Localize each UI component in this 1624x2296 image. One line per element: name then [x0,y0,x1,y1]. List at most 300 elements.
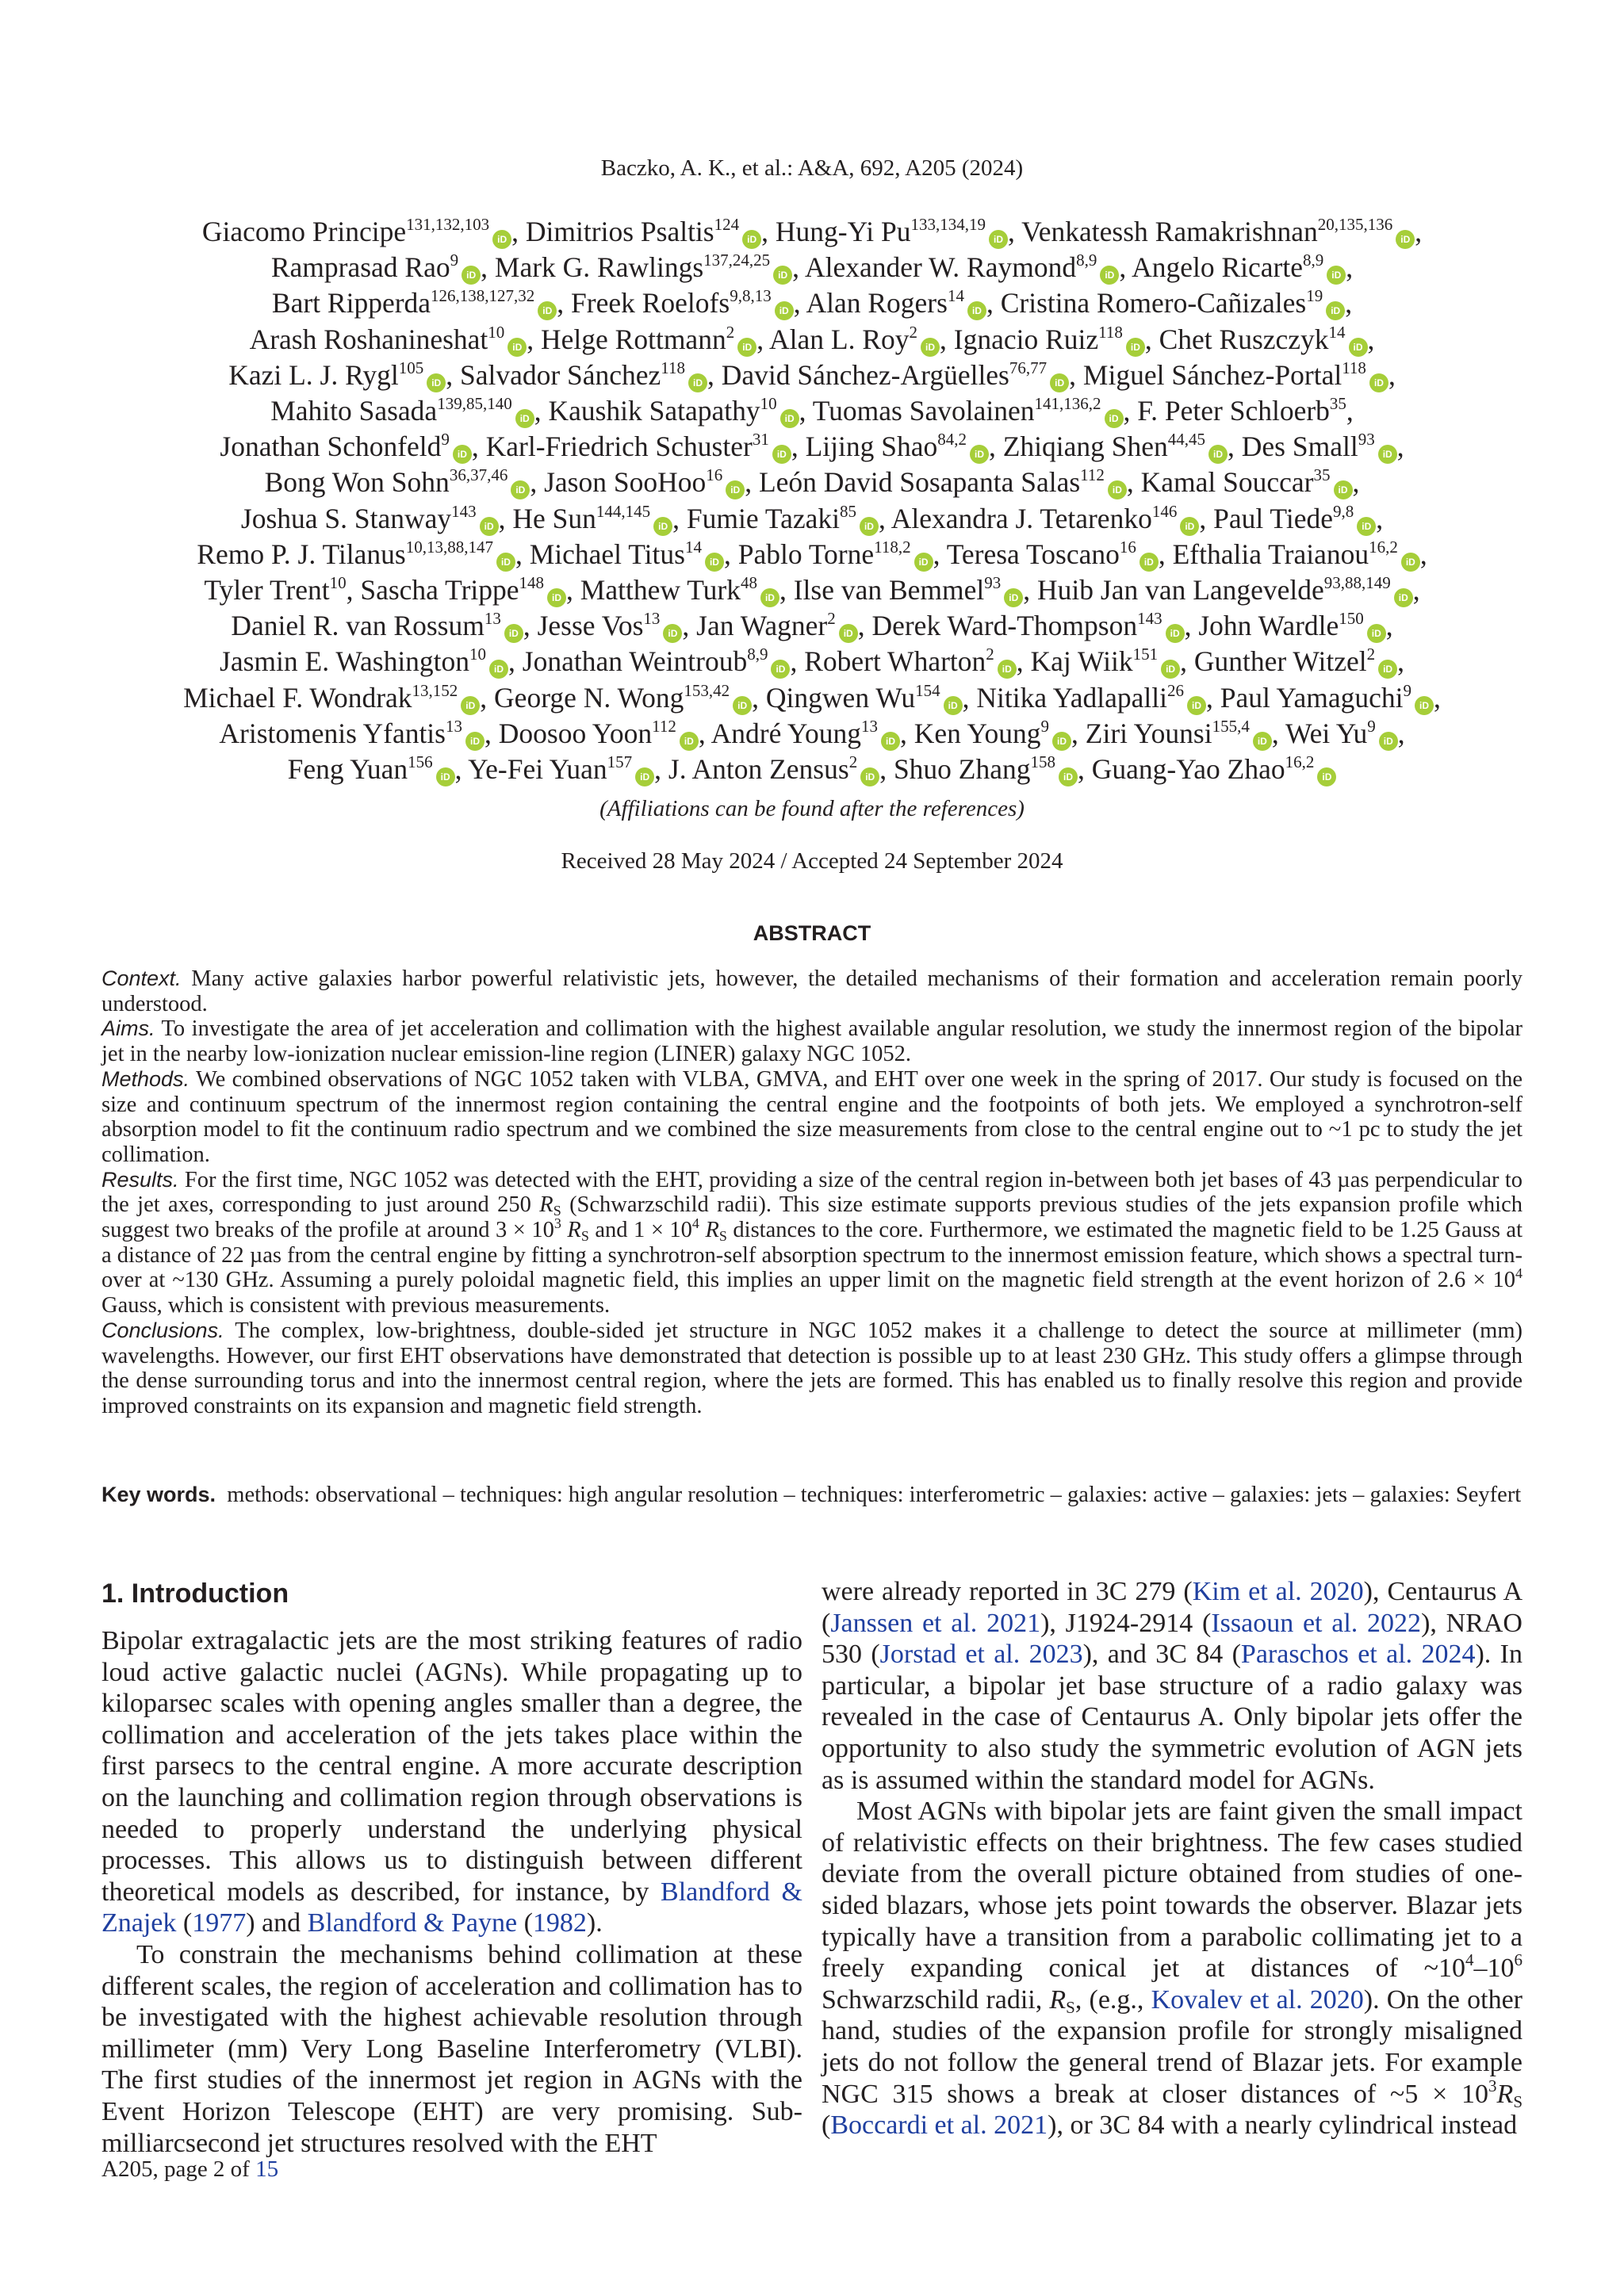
author-affiliation-numbers: 148 [519,573,545,593]
author-affiliation-numbers: 146 [1151,501,1178,521]
author-name: Guang-Yao Zhao [1091,753,1285,786]
author-name: Alan L. Roy [769,323,910,355]
abstract-context-text: Many active galaxies harbor powerful relativistic jets, however, the detailed mechanisms of their formation and acceleration remain poorly understood. [102,966,1522,1016]
author-name: Shuo Zhang [893,753,1031,786]
author-line: Kazi L. J. Rygl$^{105}$iD , Salvador Sánchez$^{118}$iD , David Sánchez-Argüelles$^{76,77}$iD , Miguel Sánchez-Portal$^{118}$iD , [228,358,1396,391]
orcid-icon[interactable]: iD [508,338,527,357]
orcid-icon[interactable]: iD [1208,445,1228,464]
rs-subscript: S [1513,2091,1522,2111]
author-name: Huib Jan van Langevelde [1037,574,1324,607]
author-name: George N. Wong [494,681,684,714]
orcid-icon[interactable]: iD [1253,732,1272,751]
orcid-icon[interactable]: iD [726,480,745,499]
orcid-icon[interactable]: iD [860,767,879,786]
orcid-icon[interactable]: iD [461,696,480,715]
author-name: John Wardle [1198,610,1339,642]
orcid-icon[interactable]: iD [1378,660,1397,679]
citation-blandford-payne[interactable]: Blandford & Payne [307,1908,518,1938]
author-affiliation-numbers: 9 [450,251,459,270]
author-affiliation-numbers: 112 [652,716,676,736]
citation-janssen-2021[interactable]: Janssen et al. 2021 [830,1608,1041,1638]
author-affiliation-numbers: 157 [607,752,633,772]
intro-text: ), NRAO 530 ( [822,1608,1522,1670]
author-name: Wei Yu [1285,717,1368,749]
author-affiliation-numbers: 13 [860,716,878,736]
author-affiliation-numbers: 35 [1329,394,1346,414]
author-affiliation-numbers: 151 [1132,645,1159,664]
orcid-icon[interactable]: iD [967,301,986,320]
author-affiliation-numbers: 133,134,19 [910,215,986,234]
author-affiliation-numbers: 112 [1080,465,1105,485]
author-affiliation-numbers: 9 [1367,716,1376,736]
orcid-icon[interactable]: iD [489,660,508,679]
keywords [102,1483,1522,1508]
orcid-icon[interactable]: iD [921,338,940,357]
author-name: Teresa Toscano [946,538,1120,570]
citation-kim-2020[interactable]: Kim et al. 2020 [1192,1577,1364,1606]
orcid-icon[interactable]: iD [1050,373,1069,392]
author-line: Bong Won Sohn$^{36,37,46}$iD , Jason SooHoo$^{16}$iD , León David Sosapanta Salas$^{112}$iD , Kamal Souccar$^{35}$iD , [264,465,1360,499]
orcid-icon[interactable]: iD [1334,480,1353,499]
orcid-icon[interactable]: iD [680,732,699,751]
author-line: Tyler Trent$^{10}$, Sascha Trippe$^{148}$iD , Matthew Turk$^{48}$iD , Ilse van Bemmel$^{93}$iD , Huib Jan van Langevelde$^{93,88,149}$iD , [204,573,1420,607]
author-affiliation-numbers: 2 [848,752,858,772]
orcid-icon[interactable]: iD [1108,480,1127,499]
author-name: Tuomas Savolainen [812,395,1035,427]
author-name: Venkatessh Ramakrishnan [1021,216,1318,247]
orcid-icon[interactable]: iD [504,624,523,643]
author-name: Jan Wagner [696,610,828,642]
author-line: Ramprasad Rao$^9$iD , Mark G. Rawlings$^{137,24,25}$iD , Alexander W. Raymond$^{8,9}$iD , Angelo Ricarte$^{8,9}$iD , [270,251,1354,284]
author-name: Qingwen Wu [765,681,916,714]
section-title-introduction: 1. Introduction [102,1578,289,1609]
abstract-exponent-1: 3 [553,1215,561,1232]
citation-boccardi-2021[interactable]: Boccardi et al. 2021 [830,2110,1048,2141]
abstract-rs-subscript-3: S [718,1228,727,1245]
author-name: Freek Roelofs [571,287,730,320]
author-name: Matthew Turk [580,574,741,607]
orcid-icon[interactable]: iD [1317,767,1336,786]
author-name: Nitika Yadlapalli [976,681,1167,714]
author-name: Efthalia Traianou [1172,538,1369,570]
author-affiliation-numbers: 14 [684,537,702,557]
orcid-icon[interactable]: iD [1166,624,1185,643]
orcid-icon[interactable]: iD [547,588,566,607]
author-affiliation-numbers: 14 [1328,322,1346,342]
orcid-icon[interactable]: iD [742,230,761,249]
author-name: F. Peter Schloerb [1137,395,1330,427]
author-name: Gunther Witzel [1193,645,1367,678]
author-affiliation-numbers: 16 [1119,537,1136,557]
author-name: Kazi L. J. Rygl [228,358,399,391]
orcid-icon[interactable]: iD [970,445,989,464]
citation-paraschos-2024[interactable]: Paraschos et al. 2024 [1240,1640,1476,1670]
author-affiliation-numbers: 118 [661,358,686,377]
author-affiliation-numbers: 118 [1098,322,1123,342]
orcid-icon[interactable]: iD [1357,517,1376,536]
author-affiliation-numbers: 85 [839,501,856,521]
author-affiliation-numbers: 10 [760,394,777,414]
author-name: Arash Roshanineshat [249,323,488,355]
author-affiliation-numbers: 2 [986,645,994,664]
footer-total-pages-link[interactable]: 15 [255,2156,279,2182]
orcid-icon[interactable]: iD [760,588,779,607]
intro-paragraph-2: To constrain the mechanisms behind collimation at these different scales, the region of acceleration and collimation has to be investigated with the highest achievable resolution through millimeter (mm) Very Long Baseline Interferometry (VLBI). The first studies of the innermost jet region in AGNs with the Event Horizon Telescope (EHT) are very promising. Sub-milliarcsecond jet structures resolved with the EHT [102,1939,802,2158]
abstract-methods-label: Methods. [102,1066,190,1091]
author-name: Mahito Sasada [270,395,438,427]
author-line: Jonathan Schonfeld$^9$iD , Karl-Friedrich Schuster$^{31}$iD , Lijing Shao$^{84,2}$iD , Zhiqiang Shen$^{44,45}$iD , Des Small$^{93}$iD , [220,430,1404,463]
page-footer [102,2156,278,2183]
author-name: Chet Ruszczyk [1159,323,1329,355]
author-name: Kaushik Satapathy [548,395,760,427]
rs-symbol: R [1496,2079,1514,2109]
orcid-icon[interactable]: iD [496,553,515,572]
orcid-icon[interactable]: iD [663,624,682,643]
abstract-context [102,966,1522,1016]
author-affiliation-numbers: 143 [1137,609,1162,629]
author-name: Ken Young [914,717,1041,749]
author-line: Bart Ripperda$^{126,138,127,32}$iD , Freek Roelofs$^{9,8,13}$iD , Alan Rogers$^{14}$iD , Cristina Romero-Cañizales$^{19}$iD , [271,286,1353,320]
orcid-icon[interactable]: iD [653,517,672,536]
orcid-icon[interactable]: iD [737,338,756,357]
author-name: Angelo Ricarte [1132,251,1304,284]
abstract-exponent-2: 4 [691,1215,699,1232]
intro-text: ), J1924-2914 ( [1040,1608,1212,1638]
author-line: Aristomenis Yfantis$^{13}$iD , Doosoo Yoon$^{112}$iD , André Young$^{13}$iD , Ken Young$^9$iD , Ziri Younsi$^{155,4}$iD , Wei Yu$^9$iD , [219,716,1405,749]
orcid-icon[interactable]: iD [1396,230,1415,249]
author-affiliation-numbers: 93 [1358,430,1375,450]
abstract-conclusions-text: The complex, low-brightness, double-sided jet structure in NGC 1052 makes it a challenge to detect the source at millimeter (mm) wavelengths. However, our first EHT observations have demonstrated that detection is possible up to at least 230 GHz. This study offers a glimpse through the dense surrounding torus and into the innermost central region, where the jets are formed. This has enabled us to finally resolve this region and provide improved constraints on its expansion and magnetic field strength. [102,1318,1522,1418]
intro-text: ), Centaurus A ( [822,1577,1522,1638]
author-name: Helge Rottmann [541,323,726,355]
abstract-results-text-2: (Schwarzschild radii). This size estimate supports previous studies of the jets expansion profile which suggest two breaks of the profile at around 3 × 10 [102,1192,1522,1243]
orcid-icon[interactable]: iD [1401,553,1420,572]
author-name: Mark G. Rawlings [494,251,704,284]
author-affiliation-numbers: 14 [947,286,964,306]
author-name: Ramprasad Rao [270,251,450,284]
orcid-icon[interactable]: iD [1415,696,1434,715]
intro-text: ) and [246,1908,308,1938]
author-affiliation-numbers: 9 [441,430,450,450]
author-affiliation-numbers: 2 [726,322,735,342]
orcid-icon[interactable]: iD [771,660,790,679]
author-line: Michael F. Wondrak$^{13,152}$iD , George N. Wong$^{153,42}$iD , Qingwen Wu$^{154}$iD , Nitika Yadlapalli$^{26}$iD , Paul Yamaguchi$^9$iD , [183,680,1441,714]
author-affiliation-numbers: 35 [1313,465,1331,485]
abstract-aims [102,1016,1522,1066]
intro-text: ( [822,2110,831,2141]
author-name: Salvador Sánchez [459,358,661,391]
footer-page-label: A205, page 2 of [102,2156,256,2182]
orcid-icon[interactable]: iD [944,696,963,715]
orcid-icon[interactable]: iD [511,480,530,499]
abstract-rs-symbol-3: R [705,1218,719,1243]
citation-year-1977[interactable]: 1977 [192,1908,247,1938]
author-name: Ye-Fei Yuan [468,753,607,786]
author-affiliation-numbers: 8,9 [1303,251,1324,270]
abstract-results-label: Results. [102,1167,179,1192]
author-affiliation-numbers: 16,2 [1369,537,1398,557]
author-name: Alexandra J. Tetarenko [891,502,1152,534]
orcid-icon[interactable]: iD [733,696,752,715]
intro-text: –10 [1473,1954,1515,1984]
orcid-icon[interactable]: iD [775,301,794,320]
intro-paragraph-2-continued [822,1576,1522,1796]
author-name: Alexander W. Raymond [804,251,1077,284]
author-name: Miguel Sánchez-Portal [1082,358,1342,391]
author-name: Sascha Trippe [360,574,519,607]
abstract-results-text-5: Gauss, which is consistent with previous measurements. [102,1293,611,1318]
intro-text: ), and 3C 84 ( [1082,1640,1241,1670]
author-name: Michael Titus [529,538,685,570]
author-name: Jasmin E. Washington [220,645,470,678]
orcid-icon[interactable]: iD [465,732,485,751]
citation-issaoun-2022[interactable]: Issaoun et al. 2022 [1211,1608,1422,1638]
orcid-icon[interactable]: iD [1126,338,1145,357]
citation-jorstad-2023[interactable]: Jorstad et al. 2023 [879,1640,1083,1670]
rs-symbol: R [1049,1984,1067,2015]
orcid-icon[interactable]: iD [989,230,1008,249]
intro-text: Bipolar extragalactic jets are the most striking features of radio loud active galactic nuclei (AGNs). While propagating up to kiloparsec scales with opening angles smaller than a degree, the collimation and acceleration of the jets takes place within the first parsecs to the central engine. A more accurate description on the launching and collimation region through observations is needed to properly understand the underlying physical processes. This allows us to distinguish between different theoretical models as described, for instance, by [102,1626,802,1907]
author-affiliation-numbers: 150 [1339,609,1364,629]
author-affiliation-numbers: 84,2 [937,430,967,450]
orcid-icon[interactable]: iD [1059,767,1078,786]
author-name: Cristina Romero-Cañizales [1000,287,1307,320]
author-affiliation-numbers: 13 [446,716,462,736]
orcid-icon[interactable]: iD [1327,266,1346,285]
orcid-icon[interactable]: iD [462,266,481,285]
author-name: León David Sosapanta Salas [758,466,1081,499]
author-name: Ilse van Bemmel [793,574,985,607]
exponent: 4 [1465,1950,1474,1970]
abstract-results-text-1: For the first time, NGC 1052 was detected with the EHT, providing a size of the central region in-between both jet bases of 43 µas perpendicular to the jet axes, corresponding to just around 250 [102,1167,1522,1218]
author-affiliation-numbers: 118,2 [874,537,911,557]
author-name: Dimitrios Psaltis [525,216,714,247]
author-name: Ziri Younsi [1085,717,1212,749]
author-affiliation-numbers: 93 [984,573,1002,593]
author-name: André Young [710,717,861,749]
abstract-rs-symbol: R [539,1192,553,1218]
author-line: Mahito Sasada$^{139,85,140}$iD , Kaushik Satapathy$^{10}$iD , Tuomas Savolainen$^{141,136,2}$iD , F. Peter Schloerb$^{35}$, [270,394,1354,427]
author-line: Giacomo Principe$^{131,132,103}$iD , Dimitrios Psaltis$^{124}$iD , Hung-Yi Pu$^{133,134,19}$iD , Venkatessh Ramakrishnan$^{20,135,136}$iD , [201,215,1423,247]
citation-year-1982[interactable]: 1982 [532,1908,587,1938]
author-affiliation-numbers: 13 [643,609,661,629]
exponent: 6 [1514,1950,1522,1970]
intro-text: , (e.g., [1074,1984,1151,2015]
column-right [822,1576,1522,2141]
author-affiliation-numbers: 118 [1342,358,1366,377]
author-affiliation-numbers: 19 [1306,286,1323,306]
author-name: Des Small [1241,430,1358,463]
column-left [102,1576,802,2159]
author-name: Bart Ripperda [271,287,431,320]
author-affiliation-numbers: 9,8 [1333,501,1354,521]
author-affiliation-numbers: 143 [451,501,477,521]
author-name: Derek Ward-Thompson [871,610,1138,642]
author-affiliation-numbers: 141,136,2 [1034,394,1101,414]
orcid-icon[interactable]: iD [1369,373,1388,392]
author-affiliation-numbers: 2 [909,322,917,342]
author-line: Remo P. J. Tilanus$^{10,13,88,147}$iD , Michael Titus$^{14}$iD , Pablo Torne$^{118,2}$iD , Teresa Toscano$^{16}$iD , Efthalia Traianou$^{16,2}$iD , [197,537,1427,570]
intro-text: ( [176,1908,193,1938]
author-name: Ignacio Ruiz [953,323,1099,355]
author-name: Bong Won Sohn [264,466,450,499]
author-affiliation-numbers: 144,145 [596,501,651,521]
citation-kovalev-2020[interactable]: Kovalev et al. 2020 [1151,1984,1364,2015]
author-name: Kamal Souccar [1140,466,1314,499]
orcid-icon[interactable]: iD [773,266,792,285]
orcid-icon[interactable]: iD [436,767,455,786]
keywords-text: methods: observational – techniques: high angular resolution – techniques: interferometric – galaxies: active – galaxies: jets – galaxies: Seyfert [227,1483,1522,1507]
orcid-icon[interactable]: iD [1349,338,1368,357]
author-list [119,214,1505,787]
abstract-conclusions [102,1318,1522,1419]
orcid-icon[interactable]: iD [453,445,472,464]
abstract-results [102,1168,1522,1318]
abstract-methods-text: We combined observations of NGC 1052 taken with VLBA, GMVA, and EHT over one week in the spring of 2017. Our study is focused on the size and continuum spectrum of the innermost region containing the central engine and the footpoints of both jets. We employed a synchrotron-self absorption model to fit the continuum radio spectrum and we combined the size measurements from close to the central engine out to ~1 pc to study the jet collimation. [102,1066,1522,1167]
author-affiliation-numbers: 139,85,140 [437,394,512,414]
orcid-icon[interactable]: iD [1394,588,1413,607]
author-affiliation-numbers: 9 [1040,716,1050,736]
author-affiliation-numbers: 10 [488,322,505,342]
author-name: Robert Wharton [804,645,986,678]
author-affiliation-numbers: 8,9 [1076,251,1097,270]
author-affiliation-numbers: 156 [408,752,433,772]
author-line: Arash Roshanineshat$^{10}$iD , Helge Rottmann$^2$iD , Alan L. Roy$^2$iD , Ignacio Ruiz$^{118}$iD , Chet Ruszczyk$^{14}$iD , [249,322,1375,355]
orcid-icon[interactable]: iD [1161,660,1180,679]
orcid-icon[interactable]: iD [1052,732,1071,751]
abstract-exponent-3: 4 [1515,1265,1522,1282]
author-affiliation-numbers: 16,2 [1285,752,1315,772]
orcid-icon[interactable]: iD [839,624,858,643]
orcid-icon[interactable]: iD [1100,266,1119,285]
author-line: Jasmin E. Washington$^{10}$iD , Jonathan Weintroub$^{8,9}$iD , Robert Wharton$^2$iD , Kaj Wiik$^{151}$iD , Gunther Witzel$^2$iD , [220,645,1404,678]
author-affiliation-numbers: 10 [329,573,347,593]
intro-paragraph-3 [822,1796,1522,2141]
orcid-icon[interactable]: iD [772,445,791,464]
orcid-icon[interactable]: iD [1187,696,1206,715]
author-line: Daniel R. van Rossum$^{13}$iD , Jesse Vos$^{13}$iD , Jan Wagner$^2$iD , Derek Ward-Thompson$^{143}$iD , John Wardle$^{150}$iD , [231,609,1393,642]
orcid-icon[interactable]: iD [1105,409,1124,428]
orcid-icon[interactable]: iD [1379,732,1398,751]
author-name: Hung-Yi Pu [775,216,911,247]
citation-blandford-znajek[interactable]: Blandford & Znajek [102,1877,802,1938]
author-name: Daniel R. van Rossum [231,610,485,642]
author-affiliation-numbers: 26 [1167,680,1184,700]
author-affiliation-numbers: 154 [915,680,940,700]
author-affiliation-numbers: 153,42 [684,680,730,700]
abstract-aims-label: Aims. [102,1016,155,1041]
abstract-results-text-4: distances to the core. Furthermore, we estimated the magnetic field to be 1.25 Gauss at a distance of 22 µas from the central engine by fitting a synchrotron-self absorption spectrum to the innermost emission feature, which shows a spectral turn-over at ~130 GHz. Assuming a purely poloidal magnetic field, this implies an upper limit on the magnetic field strength at the event horizon of 2.6 × 10 [102,1218,1523,1293]
abstract-methods [102,1067,1522,1168]
author-name: Paul Tiede [1213,502,1333,534]
intro-text: Most AGNs with bipolar jets are faint given the small impact of relativistic effects on their brightness. The few cases studied deviate from the overall picture obtained from studies of one-sided blazars, whose jets point towards the observer. Blazar jets typically have a transition from a parabolic collimating jet to a freely expanding conical jet at distances of ~10 [822,1797,1522,1984]
affiliations-note: (Affiliations can be found after the references) [599,796,1025,821]
author-name: Tyler Trent [204,574,330,607]
author-line: Feng Yuan$^{156}$iD , Ye-Fei Yuan$^{157}$iD , J. Anton Zensus$^2$iD , Shuo Zhang$^{158}$iD , Guang-Yao Zhao$^{16,2}$iD [119,752,1505,787]
author-affiliation-numbers: 93,88,149 [1323,573,1391,593]
keywords-label: Key words. [102,1483,216,1506]
author-affiliation-numbers: 44,45 [1167,430,1206,450]
author-name: He Sun [512,502,596,534]
author-affiliation-numbers: 13 [484,609,501,629]
orcid-icon[interactable]: iD [881,732,900,751]
author-name: Jonathan Schonfeld [220,430,442,463]
author-name: Alan Rogers [806,287,948,320]
author-affiliation-numbers: 9,8,13 [730,286,772,306]
author-affiliation-numbers: 76,77 [1009,358,1048,377]
author-affiliation-numbers: 137,24,25 [703,251,771,270]
orcid-icon[interactable]: iD [914,553,933,572]
orcid-icon[interactable]: iD [688,373,707,392]
intro-text: ), or 3C 84 with a nearly cylindrical instead [1048,2110,1518,2141]
author-affiliation-numbers: 105 [398,358,424,377]
author-line: Joshua S. Stanway$^{143}$iD , He Sun$^{144,145}$iD , Fumie Tazaki$^{85}$iD , Alexandra J. Tetarenko$^{146}$iD , Paul Tiede$^{9,8}$iD , [240,501,1384,534]
intro-text: ). In particular, a bipolar jet base structure of a radio galaxy was revealed in the case of Centaurus A. Only bipolar jets offer the opportunity to also study the symmetric evolution of AGN jets as is assumed within the standard model for AGNs. [822,1640,1522,1795]
author-name: Jason SooHoo [544,466,707,499]
intro-text: were already reported in 3C 279 ( [822,1577,1193,1606]
orcid-icon[interactable]: iD [1326,301,1345,320]
orcid-icon[interactable]: iD [515,409,534,428]
orcid-icon[interactable]: iD [427,373,446,392]
author-affiliation-numbers: 9 [1403,680,1411,700]
orcid-icon[interactable]: iD [998,660,1017,679]
author-affiliation-numbers: 48 [740,573,757,593]
orcid-icon[interactable]: iD [1004,588,1023,607]
author-name: J. Anton Zensus [668,753,849,786]
orcid-icon[interactable]: iD [1180,517,1199,536]
author-affiliation-numbers: 20,135,136 [1317,215,1393,234]
author-name: Joshua S. Stanway [240,502,452,534]
abstract-context-label: Context. [102,966,182,990]
author-name: Aristomenis Yfantis [219,717,446,749]
rs-subscript: S [1066,1997,1075,2017]
author-affiliation-numbers: 2 [827,609,836,629]
author-affiliation-numbers: 126,138,127,32 [431,286,535,306]
orcid-icon[interactable]: iD [705,553,724,572]
orcid-icon[interactable]: iD [635,767,654,786]
orcid-icon[interactable]: iD [1139,553,1159,572]
intro-text: ( [517,1908,533,1938]
intro-text: ). [586,1908,603,1938]
orcid-icon[interactable]: iD [780,409,799,428]
orcid-icon[interactable]: iD [480,517,499,536]
author-affiliation-numbers: 8,9 [747,645,768,664]
intro-text: Schwarzschild radii, [822,1984,1050,2015]
orcid-icon[interactable]: iD [1367,624,1386,643]
orcid-icon[interactable]: iD [1378,445,1397,464]
author-name: Doosoo Yoon [498,717,653,749]
author-name: Fumie Tazaki [686,502,840,534]
orcid-icon[interactable]: iD [538,301,557,320]
exponent: 3 [1488,2076,1497,2095]
author-affiliation-numbers: 158 [1030,752,1055,772]
author-name: Michael F. Wondrak [183,681,412,714]
orcid-icon[interactable]: iD [860,517,879,536]
orcid-icon[interactable]: iD [492,230,511,249]
author-affiliation-numbers: 16 [706,465,723,485]
author-affiliation-numbers: 31 [752,430,769,450]
abstract-rs-symbol-2: R [567,1218,581,1243]
author-affiliation-numbers: 2 [1366,645,1376,664]
author-name: Giacomo Principe [201,216,407,247]
abstract-body [102,966,1522,1419]
author-name: Jonathan Weintroub [522,645,748,678]
author-affiliation-numbers: 10,13,88,147 [405,537,493,557]
author-name: Paul Yamaguchi [1220,681,1404,714]
abstract-rs-subscript: S [553,1203,561,1219]
author-affiliation-numbers: 36,37,46 [449,465,508,485]
author-affiliation-numbers: 124 [714,215,740,234]
